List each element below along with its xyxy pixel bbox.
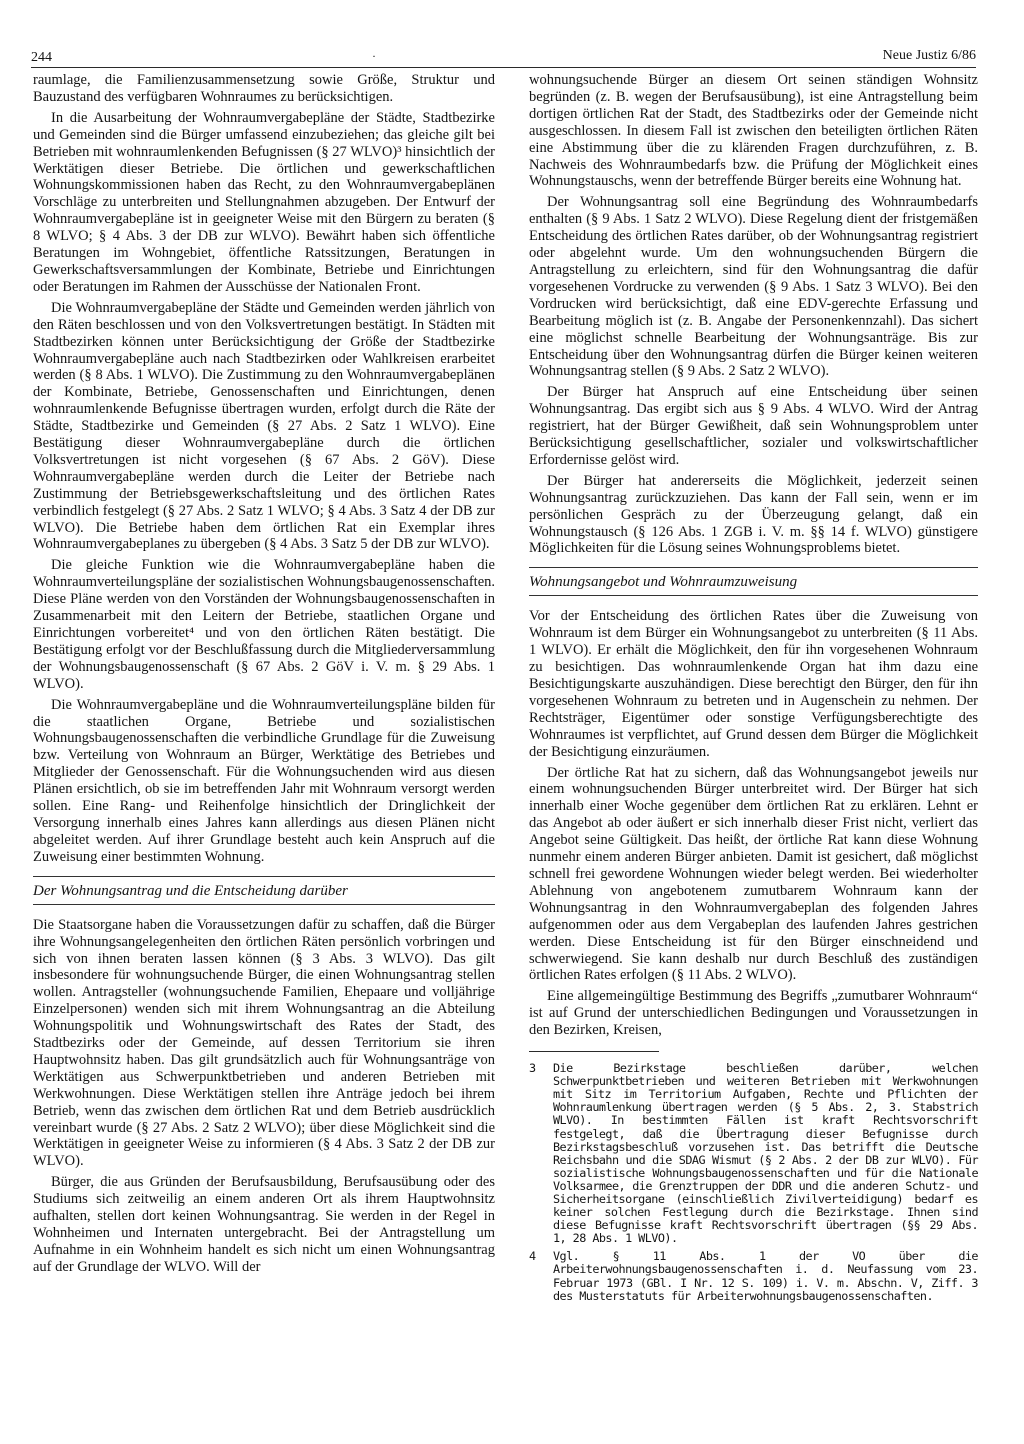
paragraph: wohnungsuchende Bürger an diesem Ort seinen ständigen Wohnsitz begründen (z. B. wegen der Berufsausübung), ist eine Antragstellung beim dortigen örtlichen Rat der Stadt, des Stadtbezirks oder der Gemeinde nicht ausgeschlossen. In diesem Fall ist zwischen den beteiligten örtlichen Räten eine Abstimmung über die zu klärenden Fragen durchzuführen, z. B. Nachweis des Wohnraumbedarfs bzw. die Prüfung der Möglichkeit eines Wohnungstauschs, wenn der betreffende Bürger bereits eine Wohnung hat. xyxy=(529,72,978,190)
page-number: 244 xyxy=(31,50,52,65)
paragraph: Der örtliche Rat hat zu sichern, daß das Wohnungsangebot jeweils nur einem wohnungsuchenden Bürger unterbreitet wird. Der Bürger hat sich innerhalb einer Woche gegenüber dem örtlichen Rat zu erklären. Lehnt er das Angebot ab oder äußert er sich innerhalb dieser Frist nicht, verliert das Angebot seine Gültigkeit. Das heißt, der örtliche Rat kann diese Wohnung nunmehr einem anderen Bürger anbieten. Damit ist gesichert, daß möglichst schnell frei gewordene Wohnungen wieder belegt werden. Bei wiederholter Ablehnung von angebotenem zumutbarem Wohnraum kann der Wohnungsantrag in den Wohnraumvergabeplan des folgenden Jahres aufgenommen oder aus dem Vergabeplan des laufenden Jahres gestrichen werden. Diese Entscheidung ist für den Bürger einschneidend und schwerwiegend. Sie kann deshalb nur durch Beschluß des zuständigen örtlichen Rates erfolgen (§ 11 Abs. 2 WLVO). xyxy=(529,764,978,984)
paragraph: Die Staatsorgane haben die Voraussetzungen dafür zu schaffen, daß die Bürger ihre Wohnungsangelegenheiten den örtlichen Räten persönlich vorbringen und sich von ihnen beraten lassen können (§ 3 Abs. 3 WLVO). Das gilt insbesondere für wohnungsuchende Bürger, die einen Wohnungsantrag stellen wollen. Antragsteller (wohnungsuchende Familien, Ehepaare und volljährige Einzelpersonen) wenden sich mit ihrem Wohnungsantrag an die Abteilung Wohnungspolitik und Wohnungswirtschaft des Rates der Stadt, des Stadtbezirks oder der Gemeinde, auf dessen Territorium sie ihren Hauptwohnsitz haben. Das gilt grundsätzlich auch für Wohnungsanträge von Werktätigen aus Schwerpunktbetrieben und anderen Betrieben mit Werkwohnungen. Diese Werktätigen stellen ihre Anträge jedoch bei ihrem Betrieb, wenn das zwischen dem örtlichen Rat und dem Betrieb ausdrücklich vereinbart wurde (§ 27 Abs. 2 Satz 2 WLVO); über diese Möglichkeit sind die Werktätigen in geeigneter Weise zu informieren (§ 4 Abs. 3 Satz 2 der DB zur WLVO). xyxy=(33,916,495,1170)
paragraph: Die Wohnraumvergabepläne der Städte und Gemeinden werden jährlich von den Räten beschlossen und von den Volksvertretungen bestätigt. In Städten mit Stadtbezirken können unter Berücksichtigung der Größe der Stadtbezirke Wohnraumvergabepläne auch nach Stadtbezirken oder Wahlkreisen erarbeitet werden (§ 8 Abs. 1 WLVO). Die Zustimmung zu den Wohnraumvergabeplänen der Kombinate, Betriebe, Genossenschaften und Einrichtungen, denen wohnraumlenkende Befugnisse übertragen wurden, erfolgt durch die Räte der Städte, Stadtbezirke und Gemeinden (§ 27 Abs. 2 Satz 1 WLVO). Eine Bestätigung dieser Wohnraumvergabepläne durch die örtlichen Volksvertretungen ist nicht vorgesehen (§ 67 Abs. 2 GöV). Diese Wohnraumvergabepläne werden durch die Leiter der Betriebe nach Zustimmung der Betriebsgewerkschaftsleitung und des örtlichen Rates verbindlich festgelegt (§ 27 Abs. 2 Satz 1 WLVO; § 4 Abs. 3 Satz 4 der DB zur WLVO). Die Betriebe haben dem örtlichen Rat ein Exemplar ihres Wohnraumvergabeplanes zu übergeben (§ 4 Abs. 3 Satz 5 der DB zur WLVO). xyxy=(33,299,495,553)
section-heading-box xyxy=(33,876,495,905)
paragraph: Die Wohnraumvergabepläne und die Wohnraumverteilungspläne bilden für die staatlichen Organe, Betriebe und sozialistischen Wohnungsbaugenossenschaften die verbindliche Grundlage für die Zuweisung bzw. Verteilung von Wohnraum an Bürger, Werktätige des Betriebes und Mitglieder der Genossenschaft. Für die Wohnungsuchenden wird aus diesen Plänen ersichtlich, ob sie im betreffenden Jahr mit Wohnraum versorgt werden sollen. Eine Rang- und Reihenfolge hinsichtlich der Dringlichkeit der Versorgung innerhalb eines Jahres kann allerdings aus diesen Plänen nicht abgeleitet werden. Auf ihrer Grundlage besteht auch kein Anspruch auf die Zuweisung einer bestimmten Wohnung. xyxy=(33,696,495,865)
header-rule xyxy=(31,67,976,68)
paragraph: Eine allgemeingültige Bestimmung des Begriffs „zumutbarer Wohnraum“ ist auf Grund der unterschiedlichen Bedingungen und Voraussetzungen in den Bezirken, Kreisen, xyxy=(529,988,978,1039)
section-heading-box xyxy=(529,567,978,596)
journal-title: Neue Justiz 6/86 xyxy=(882,48,976,63)
paragraph: Der Wohnungsantrag soll eine Begründung des Wohnraumbedarfs enthalten (§ 9 Abs. 1 Satz 2 WLVO). Diese Regelung dient der fristgemäßen Entscheidung des örtlichen Rates darüber, ob der Wohnungsantrag registriert oder abgelehnt wurde. Um den wohnungsuchenden Bürgern die Antragstellung zu erleichtern, sind für den Wohnungsantrag die dafür vorgesehenen Vordrucke zu verwenden (§ 9 Abs. 1 Satz 3 WLVO). Bei den Vordrucken wird berücksichtigt, daß eine EDV-gerechte Erfassung und Bearbeitung möglich ist (z. B. Angabe der Personenkennzahl). Das sichert eine möglichst schnelle Bearbeitung der Wohnungsanträge. Bis zur Entscheidung über den Wohnungsantrag dürfen die Bürger keinen weiteren Wohnungsantrag stellen (§ 9 Abs. 2 Satz 2 WLVO). xyxy=(529,194,978,380)
right-column xyxy=(529,72,978,1308)
paragraph: Der Bürger hat andererseits die Möglichkeit, jederzeit seinen Wohnungsantrag zurückzuziehen. Das kann der Fall sein, wenn er im persönlichen Gespräch zu der Überzeugung gelangt, daß ein Wohnungstausch (§ 126 Abs. 1 ZGB i. V. m. §§ 14 f. WLVO) günstigere Möglichkeiten für die Lösung seines Wohnungsproblems bietet. xyxy=(529,472,978,557)
paragraph: raumlage, die Familienzusammensetzung sowie Größe, Struktur und Bauzustand des verfügbaren Wohnraumes zu berücksichtigen. xyxy=(33,72,495,105)
left-column xyxy=(33,72,495,1280)
paragraph: Die gleiche Funktion wie die Wohnraumvergabepläne haben die Wohnraumverteilungspläne der sozialistischen Wohnungsbaugenossenschaften. Diese Pläne werden von den Vorständen der Wohnungsbaugenossenschaften in Zusammenarbeit mit den Leitern der Betriebe, staatlichen Organe und Einrichtungen vorbereitet⁴ und von den örtlichen Räten bestätigt. Die Bestätigung erfolgt vor der Beschlußfassung durch die Mitgliederversammlung der Wohnungsbaugenossenschaft (§ 67 Abs. 2 GöV i. V. m. § 29 Abs. 1 WLVO). xyxy=(33,557,495,692)
section-heading: Der Wohnungsantrag und die Entscheidung darüber xyxy=(33,882,348,899)
footnote-text: Vgl. § 11 Abs. 1 der VO über die Arbeiterwohnungsbaugenossenschaften i. d. Neufassung vom 23. Februar 1973 (GBl. I Nr. 12 S. 109) i. V. m. Abschn. V, Ziff. 3 des Musterstatuts für Arbeiterwohnungsbaugenossenschaften. xyxy=(553,1249,978,1303)
footnote xyxy=(529,1062,978,1245)
paragraph: Der Bürger hat Anspruch auf eine Entscheidung über seinen Wohnungsantrag. Das ergibt sich aus § 9 Abs. 4 WLVO. Wird der Antrag registriert, hat der Bürger Gewißheit, daß sein Wohnungsproblem unter Berücksichtigung gesellschaftlicher, sozialer und volkswirtschaftlicher Erfordernisse gelöst wird. xyxy=(529,384,978,468)
paragraph: In die Ausarbeitung der Wohnraumvergabepläne der Städte, Stadtbezirke und Gemeinden sind die Bürger umfassend einzubeziehen; das gleiche gilt bei Betrieben mit wohnraumlenkenden Befugnissen (§ 27 WLVO)³ hinsichtlich der Werktätigen dieser Betriebe. Die örtlichen und gewerkschaftlichen Wohnungskommissionen haben das Recht, zu den Wohnraumvergabeplänen Vorschläge zu unterbreiten und Stellungnahmen abzugeben. Der Entwurf der Wohnraumvergabepläne ist in geeigneter Weise mit den Bürgern zu beraten (§ 8 WLVO; § 4 Abs. 3 der DB zur WLVO). Bewährt haben sich öffentliche Beratungen im Wohngebiet, öffentliche Ratssitzungen, Beratungen in Gewerkschaftsversammlungen der Kombinate, Betriebe und Einrichtungen oder Beratungen im Rahmen der Ausschüsse der Nationalen Front. xyxy=(33,109,495,295)
footnote-number: 3 xyxy=(529,1061,536,1076)
paragraph: Bürger, die aus Gründen der Berufsausbildung, Berufsausübung oder des Studiums sich zeitweilig an einem anderen Ort als ihrem Hauptwohnsitz aufhalten, stellen dort keinen Wohnungsantrag. Sie werden in der Regel in Wohnheimen und Internaten untergebracht. Bei der Antragstellung um Aufnahme in ein Wohnheim handelt es sich nicht um einen Wohnungsantrag auf der Grundlage der WLVO. Will der xyxy=(33,1174,495,1275)
footnote-number: 4 xyxy=(529,1249,536,1264)
footnote-rule xyxy=(529,1051,659,1052)
section-heading: Wohnungsangebot und Wohnraumzuweisung xyxy=(529,574,798,591)
page-header xyxy=(0,0,1024,70)
footnote-text: Die Bezirkstage beschließen darüber, welchen Schwerpunktbetrieben und weiteren Betrieben mit Werkwohnungen mit Sitz im Territorium Aufgaben, Rechte und Pflichten der Wohnraumlenkung übertragen werden (§ 5 Abs. 2, 3. Stabstrich WLVO). In bestimmten Fällen ist kraft Rechtsvorschrift festgelegt, daß die Übertragung dieser Befugnisse durch Bezirkstagsbeschluß vorzusehen ist. Das betrifft die Deutsche Reichsbahn und die SDAG Wismut (§ 2 Abs. 2 der DB zur WLVO). Für sozialistische Wohnungsbaugenossenschaften und für die Nationale Volksarmee, die Grenztruppen der DDR und die anderen Schutz- und Sicherheitsorgane (einschließlich Zivilverteidigung) bedarf es keiner solchen Festlegung durch die Bezirkstage. Ihnen sind diese Befugnisse kraft Rechtsvorschrift übertragen (§§ 29 Abs. 1, 28 Abs. 1 WLVO). xyxy=(553,1061,978,1246)
header-dot: · xyxy=(372,49,376,63)
paragraph: Vor der Entscheidung des örtlichen Rates über die Zuweisung von Wohnraum ist dem Bürger ein Wohnungsangebot zu unterbreiten (§ 11 Abs. 1 WLVO). Er erhält die Möglichkeit, den für ihn vorgesehenen Wohnraum zu besichtigen. Das wohnraumlenkende Organ hat ihm dazu eine Besichtigungskarte auszuhändigen. Diese berechtigt den Bürger, den für ihn vorgesehenen Wohnraum zu betreten und in Augenschein zu nehmen. Der Rechtsträger, Eigentümer oder sonstige Verfügungsberechtigte des Wohnraumes ist verpflichtet, auf Grund dessen dem Bürger die Möglichkeit der Besichtigung einzuräumen. xyxy=(529,608,978,760)
footnote xyxy=(529,1250,978,1302)
